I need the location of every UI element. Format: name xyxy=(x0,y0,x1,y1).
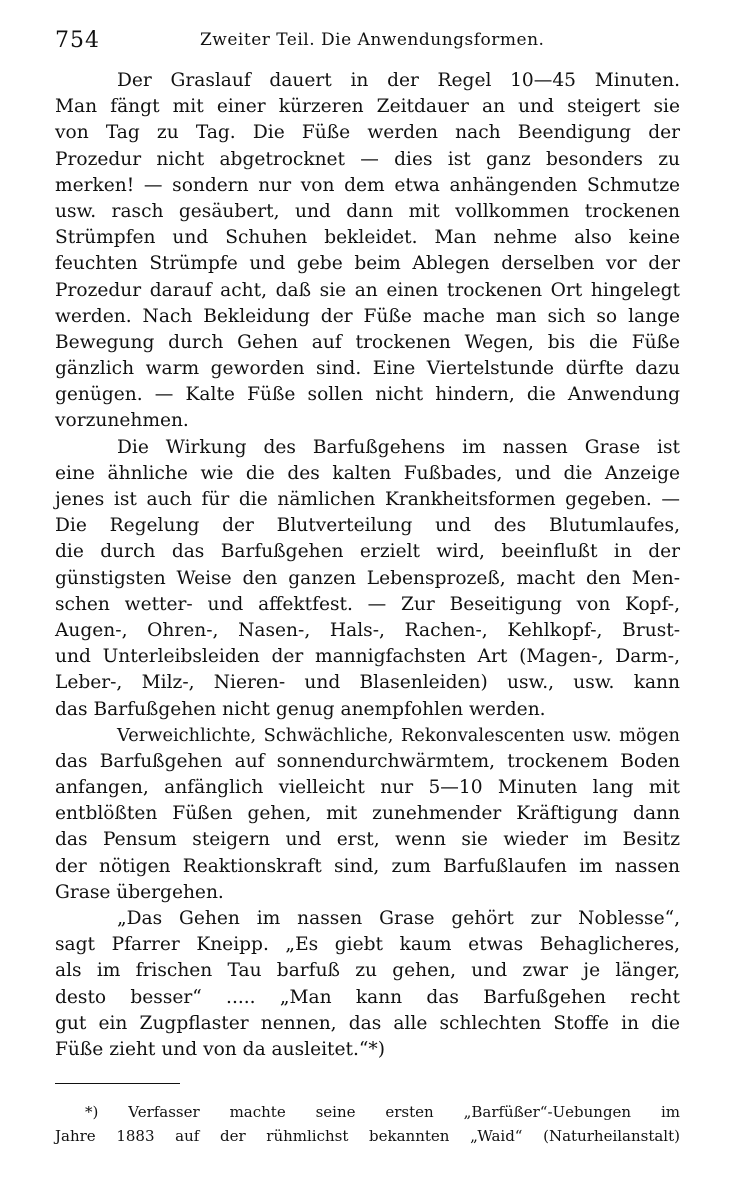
body-text xyxy=(55,68,680,1063)
text-line: vorzunehmen. xyxy=(55,410,189,432)
text-line: usw. rasch gesäubert, und dann mit vollkommen trockenen xyxy=(55,200,680,222)
footnote-divider xyxy=(55,1083,180,1084)
text-line: Prozedur nicht abgetrocknet — dies ist ganz besonders zu xyxy=(55,148,680,170)
text-line: Der Graslauf dauert in der Regel 10—45 Minuten. xyxy=(117,70,680,91)
text-line: entblößten Füßen gehen, mit zunehmender Kräftigung dann xyxy=(55,803,680,825)
text-line: Leber-, Milz-, Nieren- und Blasenleiden) usw., usw. kann xyxy=(55,672,680,694)
text-line: günstigsten Weise den ganzen Lebensprozeß, macht den Men- xyxy=(55,567,680,589)
text-line: „Das Gehen im nassen Grase gehört zur Noblesse“, xyxy=(117,908,680,929)
text-line: von Tag zu Tag. Die Füße werden nach Beendigung der xyxy=(55,122,680,144)
page-number: 754 xyxy=(55,28,100,53)
text-line: Die Wirkung des Barfußgehens im nassen Grase ist xyxy=(117,436,680,458)
text-line: das Barfußgehen auf sonnendurchwärmtem, trockenem Boden xyxy=(55,750,680,772)
text-line: jenes ist auch für die nämlichen Krankheitsformen gegeben. — xyxy=(55,489,680,510)
text-line: Strümpfen und Schuhen bekleidet. Man nehme also keine xyxy=(55,227,680,249)
text-line: als im frischen Tau barfuß zu gehen, und zwar je länger, xyxy=(55,960,680,982)
text-line: merken! — sondern nur von dem etwa anhängenden Schmutze xyxy=(55,174,680,196)
text-line: Man fängt mit einer kürzeren Zeitdauer an und steigert sie xyxy=(55,96,680,118)
text-line: eine ähnliche wie die des kalten Fußbades, und die Anzeige xyxy=(55,462,680,484)
text-line: Verweichlichte, Schwächliche, Rekonvalescenten usw. mögen xyxy=(117,724,680,746)
text-line: werden. Nach Bekleidung der Füße mache man sich so lange xyxy=(55,305,680,327)
text-line: der nötigen Reaktionskraft sind, zum Barfußlaufen im nassen xyxy=(55,855,680,877)
text-line: feuchten Strümpfe und gebe beim Ablegen derselben vor der xyxy=(55,253,680,275)
footnote-line: Jahre 1883 auf der rühmlichst bekannten „Waid“ (Naturheilanstalt) xyxy=(55,1127,680,1145)
text-line: genügen. — Kalte Füße sollen nicht hindern, die Anwendung xyxy=(55,384,680,406)
text-line: Grase übergehen. xyxy=(55,881,224,903)
page-header xyxy=(55,28,680,58)
text-line: gut ein Zugpflaster nennen, das alle schlechten Stoffe in die xyxy=(55,1012,680,1034)
text-line: die durch das Barfußgehen erzielt wird, beeinflußt in der xyxy=(55,541,680,563)
text-line: schen wetter- und affektfest. — Zur Beseitigung von Kopf-, xyxy=(55,593,680,615)
text-line: Füße zieht und von da ausleitet.“*) xyxy=(55,1038,385,1060)
text-line: das Barfußgehen nicht genug anempfohlen werden. xyxy=(55,698,546,720)
text-line: Die Regelung der Blutverteilung und des Blutumlaufes, xyxy=(55,515,680,537)
text-line: und Unterleibsleiden der mannigfachsten Art (Magen-, Darm-, xyxy=(55,646,680,668)
text-line: Augen-, Ohren-, Nasen-, Hals-, Rachen-, Kehlkopf-, Brust- xyxy=(55,619,680,641)
text-line: anfangen, anfänglich vielleicht nur 5—10 Minuten lang mit xyxy=(55,777,680,799)
text-line: gänzlich warm geworden sind. Eine Viertelstunde dürfte dazu xyxy=(55,358,680,380)
footnote-line: *) Verfasser machte seine ersten „Barfüßer“-Uebungen im xyxy=(85,1103,680,1121)
text-line: das Pensum steigern und erst, wenn sie wieder im Besitz xyxy=(55,829,680,851)
text-line: sagt Pfarrer Kneipp. „Es giebt kaum etwas Behaglicheres, xyxy=(55,934,680,956)
footnotes xyxy=(55,1100,680,1148)
running-head: Zweiter Teil. Die Anwendungsformen. xyxy=(200,30,545,50)
text-line: Bewegung durch Gehen auf trockenen Wegen, bis die Füße xyxy=(55,331,680,353)
text-line: Prozedur darauf acht, daß sie an einen trockenen Ort hingelegt xyxy=(55,279,680,301)
text-line: desto besser“ ..... „Man kann das Barfußgehen recht xyxy=(55,986,680,1008)
